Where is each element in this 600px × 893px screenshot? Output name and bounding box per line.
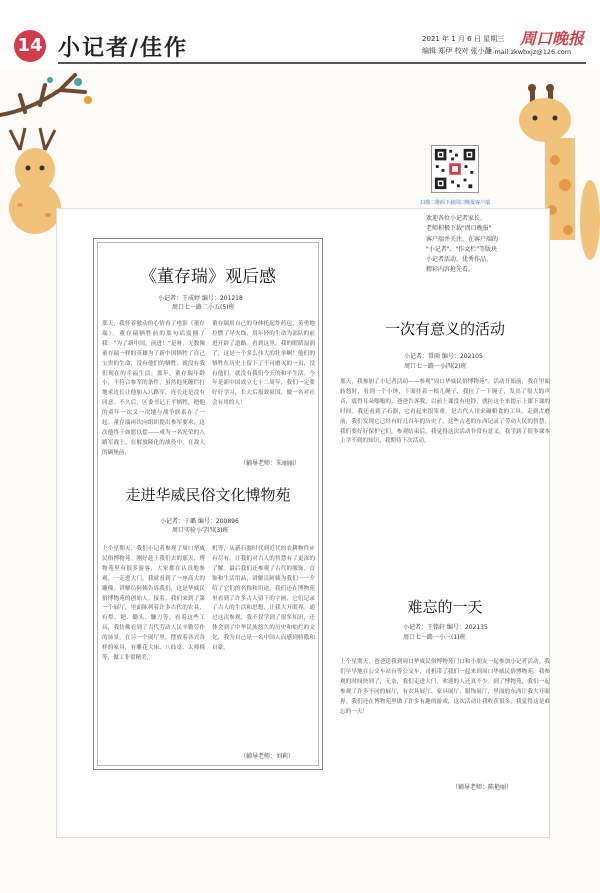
qr-code: [431, 145, 479, 193]
article-class: 周口七一路一小四(2)班: [404, 363, 467, 370]
article-byline: 小记者：常雨 编号：202105: [404, 353, 483, 360]
article-body: 那天，我怀着激动的心情看了电影《董存瑞》。董存瑞牺牲前的那句话震撼了我：“为了新中国，前进！”是呀，无数像董存瑞一样的英雄为了新中国牺牲了自己宝贵的生命，没有他们的牺牲，就没有我们现在的幸福生活。那年，董存瑞年龄小，不符合参军的条件，虽然他死缠烂打地求连长让他加入八路军，连长还是没有同意。不久后，区委书记王平牺牲，把他的童年一次又一次地与战争联系在了一起。董存瑞再次向组织提出参军要求，这次他终于如愿以偿——成为一名光荣的八路军战士。在解放隆化的战役中，在敌人的碉堡前，: [102, 321, 205, 456]
article-title: 《董存瑞》观后感: [140, 267, 276, 287]
contact-email: E-mail:zkwbxjz@126.com: [488, 48, 572, 56]
issue-date: 2021 年 1 月 6 日 星期三: [422, 35, 505, 43]
article-byline: 小记者：王成婷 编号：201218: [158, 295, 243, 302]
article-body: 董存瑞用自己的身体托起炸药包，英勇地拉燃了导火线，用年轻的生命为部队的前进开辟了道路。看到这里，我的眼睛湿润了，这是一个多么伟大的壮举啊！他们的牺牲在历史上留下了不可磨灭的一页，没有他们，就没有我们今天的和平生活。今年是新中国成立七十二周年，我们一定要好好学习，长大后报效祖国，做一名对社会有用的人！: [212, 321, 315, 407]
article-title: 一次有意义的活动: [384, 320, 505, 338]
article-class: 周口七一路一小三(1)班: [403, 634, 466, 641]
promo-line: 客户端并关注，在客户端的: [426, 235, 499, 243]
deer-illustration: [9, 128, 61, 234]
promo-line: 小记者活动、优秀作品、: [426, 256, 493, 264]
branch-illustration: [0, 75, 92, 115]
article-teacher: （辅导老师：刘莉）: [240, 753, 295, 760]
editor-credit: 编辑 郑伊 校对 张小静: [422, 47, 492, 55]
article-title: 难忘的一天: [407, 598, 483, 616]
header-rule: [58, 62, 586, 64]
article-byline: 小记者：于璐 编号：200896: [160, 518, 239, 525]
article-teacher: （辅导老师：朱丽丽）: [240, 460, 301, 467]
promo-line: 精彩内容抢先看。: [426, 266, 475, 274]
article-class: 周口七一路二小五(5)班: [172, 304, 235, 311]
qr-caption: 扫描二维码下载周口晚报客户端: [419, 200, 490, 206]
article-body: 那天，我参加了小记者活动——参观“周口华威民俗博物苑”。活动开始前，我在里面转悠时，看到一个小钟，下面挂着一根儿绳子，我拉了一下绳子，发出了很大的声音，震得耳朵嗡嗡的。爸爸告诉我，以前上课没有电铃，就拉这个来提示上课下课的时间。我还看到了石器，它看起来很笨重，是古代人用来碾粮食的工具。走到古磨前，我们发现它已经有好几百年的历史了。这些古老的东西记录了劳动人民的智慧，我们要好好保护它们。参观结束后，我觉得这次活动非常有意义，我学到了很多课本上学不到的知识，我期待下次活动。: [340, 379, 550, 445]
promo-line: "小记者"、"作文栏"等版块: [426, 245, 498, 253]
article-class: 周口实验小学四(3)班: [172, 527, 229, 534]
article-body: 上个星期天，我们小记者参观了周口华威民俗博物苑。刚好赶上我们去的那天，博物苑里有很多游客，大家都在认真地参观。一走进大门，我就看到了一座高大的雕像。讲解员阿姨告诉我们，这是华威民俗博物苑的创始人。接着，我们来到了第一个展厅，里面陈列着许多古代的农具，有犁、耙、锄头、镰刀等，看着这些工具，我仿佛看到了古代劳动人民辛勤劳作的场景。在另一个展厅里，摆放着各式各样的家具，有雕花大床、八仙桌、太师椅等，做工非常精美，: [102, 546, 205, 661]
promo-text: [426, 214, 499, 276]
section-title: 小记者/佳作: [58, 35, 189, 61]
article-body: 机等，从新石器时代到近代的农耕物件应有尽有，让我们对古人的智慧有了更深的了解。最后我们还参观了古代的服饰、首饰和生活用品，讲解员阿姨为我们一一介绍了它们的名称和用途。我们还在博物苑里看到了许多古人留下的字画，它们记录了古人的生活和思想，让我大开眼界。通过这次参观，我不仅学到了很多知识，还体会到了中华民族悠久的历史和灿烂的文化，我为自己是一名中国人而感到骄傲和自豪。: [212, 546, 315, 652]
page-number-badge: 14: [14, 30, 46, 62]
page-header: [0, 0, 600, 70]
article-teacher: （辅导老师：陈艳丽）: [452, 784, 513, 791]
article-title: 走进华威民俗文化博物苑: [125, 486, 291, 504]
newspaper-logo: 周口晚报: [520, 29, 585, 48]
promo-line: 欢迎各位小记者家长、: [426, 215, 487, 222]
promo-line: 老师积极下载"周口晚报": [426, 225, 492, 233]
article-byline: 小记者：王铭轩 编号：202135: [403, 624, 488, 631]
article-body: 上个星期天，爸爸送我到周口华威民俗博物苑门口和小朋友一起参加小记者活动。我们早早地在公交车站台等公交车，司机带了我们一起来到周口华威民俗博物苑。我参观的时间快到了，无奈，我们走进大门，欢迎的人还真不少。到了博物苑，我们一起参观了许多不同的展厅，有农具展厅、家具展厅、服饰展厅，里面的东西让我大开眼界。我们还在博物苑里做了许多有趣的游戏，这次活动让我收获很多，我觉得这是难忘的一天！: [340, 659, 550, 715]
